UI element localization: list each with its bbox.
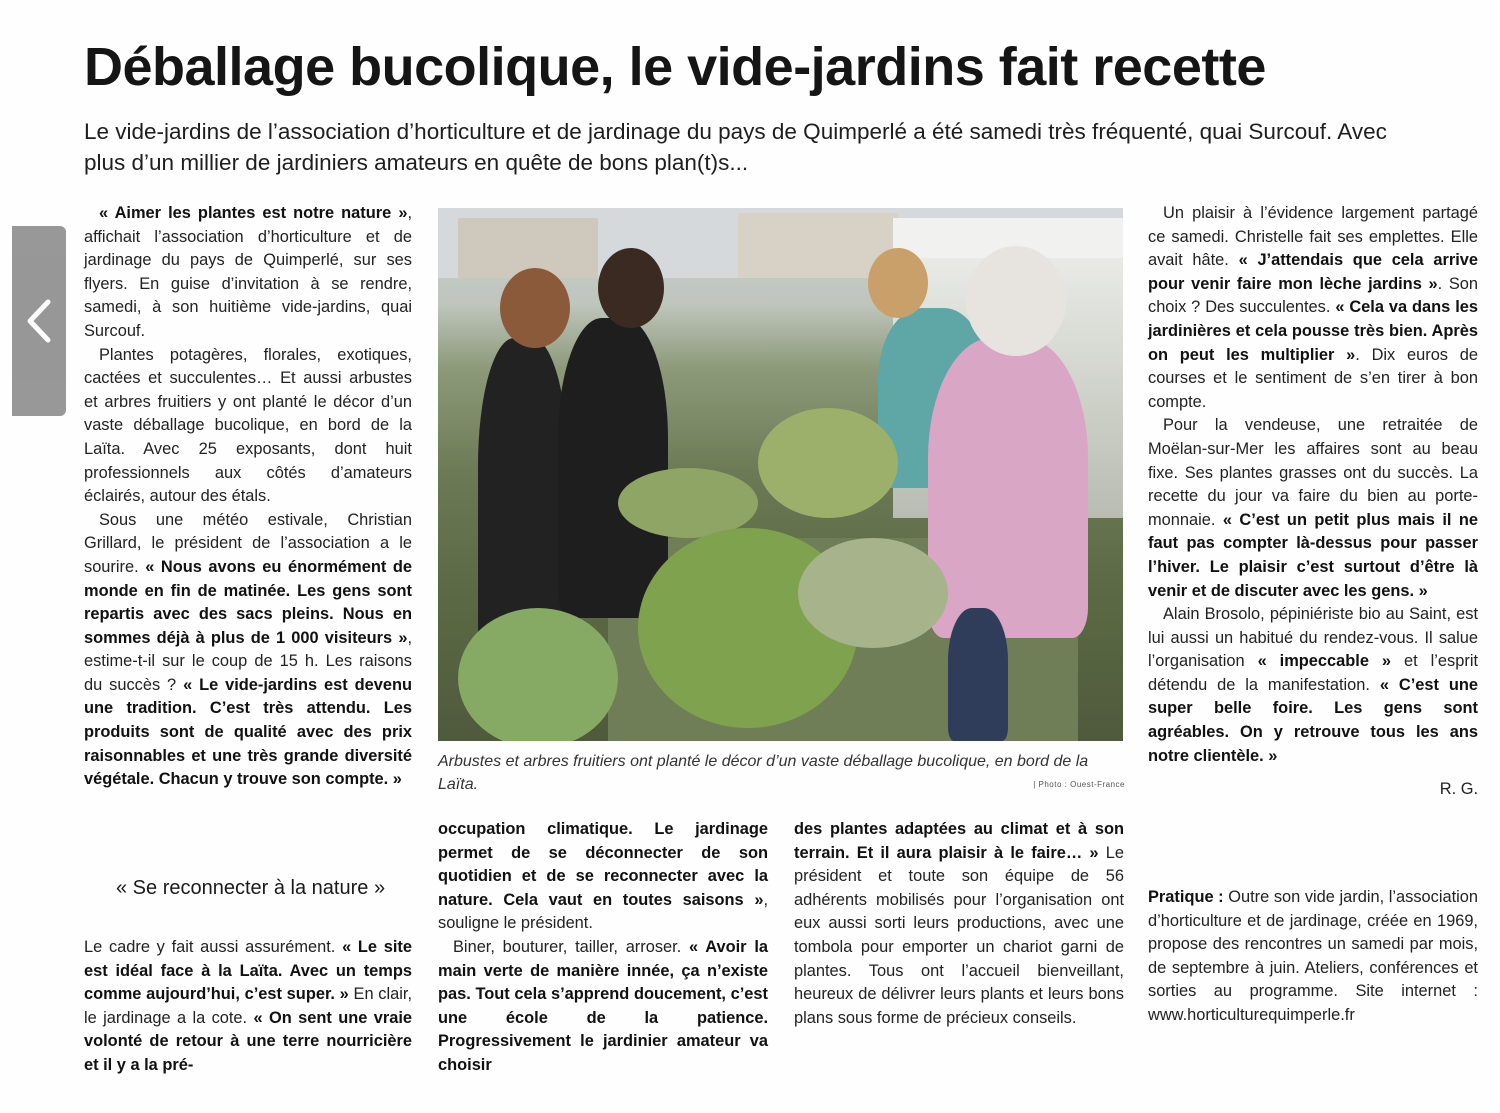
paragraph: Plantes potagères, florales, exotiques, cactées et succulentes… Et aussi arbustes et arbres fruitiers y ont planté le décor d’un vaste déballage bucolique, en bord de la Laïta. Avec 25 exposants, dont huit professionnels aux côtés d’amateurs éclairés, autour des étals. xyxy=(84,345,412,506)
paragraph: des plantes adaptées au climat et à son terrain. Et il aura plaisir à le faire… » Le président et toute son équipe de 56 adhérents mobilisés pour l’organisation ont eux aussi sorti leurs productions, avec une tombola pour emporter un chariot garni de plantes. Tous ont l’accueil bienveillant, heureux de délivrer leurs plants et leurs bons plans sous forme de précieux conseils. xyxy=(794,820,1124,1027)
chevron-left-icon xyxy=(24,298,54,344)
column-3 xyxy=(794,818,1124,1030)
column-4 xyxy=(1148,202,1478,802)
paragraph: Sous une météo estivale, Christian Grillard, le président de l’association a le sourire. « Nous avons eu énormément de monde en fin de matinée. Les gens sont repartis avec des sacs pleins. Nous en sommes déjà à plus de 1 000 visiteurs », estime-t-il sur le coup de 15 h. Les raisons du succès ? « Le vide-jardins est devenu une tradition. C’est très attendu. Les produits sont de qualité avec des prix raisonnables et une très grande diversité végétale. Chacun y trouve son compte. » xyxy=(84,510,412,789)
photo-credit: | Photo : Ouest-France xyxy=(1033,780,1125,789)
back-tab[interactable] xyxy=(12,226,66,416)
article-standfirst: Le vide-jardins de l’association d’horticulture et de jardinage du pays de Quimperlé a été samedi très fréquenté, quai Surcouf. Avec plus d’un millier de jardiniers amateurs en quête de bons plan(t)s... xyxy=(84,119,1387,175)
paragraph: Alain Brosolo, pépiniériste bio au Saint, est lui aussi un habitué du rendez-vous. Il salue l’organisation « impeccable » et l’esprit détendu de la manifestation. « C’est une super belle foire. Les gens sont agréables. On y retrouve tous les ans notre clientèle. » xyxy=(1148,605,1479,765)
article-photo xyxy=(438,208,1123,741)
paragraph: occupation climatique. Le jardinage permet de se déconnecter de son quotidien et de se reconnecter avec la nature. Cela vaut en toutes saisons », souligne le président. xyxy=(438,820,768,933)
article-subhead: « Se reconnecter à la nature » xyxy=(116,877,386,899)
article-headline: Déballage bucolique, le vide-jardins fait recette xyxy=(84,37,1266,97)
column-1-continued xyxy=(84,936,412,1078)
paragraph: Pratique : Outre son vide jardin, l’association d’horticulture et de jardinage, créée en 1969, propose des rencontres un samedi par mois, de septembre à juin. Ateliers, conférences et sorties au programme. Site internet : www.horticulturequimperle.fr xyxy=(1148,888,1479,1024)
column-1 xyxy=(84,202,412,792)
paragraph: Biner, bouturer, tailler, arroser. « Avoir la main verte de manière innée, ça n’existe pas. Tout cela s’apprend doucement, c’est une école de la patience. Progressivement le jardinier amateur va choisir xyxy=(438,937,768,1074)
column-2 xyxy=(438,818,768,1078)
author-signature: R. G. xyxy=(1439,780,1478,799)
pratique-box xyxy=(1148,886,1478,1028)
paragraph: Pour la vendeuse, une retraitée de Moëlan-sur-Mer les affaires sont au beau fixe. Ses plantes grasses ont du succès. La recette du jour va faire du bien au porte-monnaie. « C’est un petit plus mais il ne faut pas compter là-dessus pour passer l’hiver. Le plaisir c’est surtout d’être là venir et de discuter avec les gens. » xyxy=(1148,416,1479,600)
photo-caption: Arbustes et arbres fruitiers ont planté le décor d’un vaste déballage bucolique, en bord de la Laïta. xyxy=(438,753,1089,793)
paragraph: « Aimer les plantes est notre nature », affichait l’association d’horticulture et de jardinage du pays de Quimperlé, sur ses flyers. En guise d’invitation à se rendre, samedi, à son huitième vide-jardins, quai Surcouf. xyxy=(84,204,412,340)
paragraph: Le cadre y fait aussi assurément. « Le site est idéal face à la Laïta. Avec un temps comme aujourd’hui, c’est super. » En clair, le jardinage a la cote. « On sent une vraie volonté de retour à une terre nourricière et il y a la pré- xyxy=(84,938,412,1074)
paragraph: Un plaisir à l’évidence largement partagé ce samedi. Christelle fait ses emplettes. Elle avait hâte. « J’attendais que cela arrive pour venir faire mon lèche jardins ». Son choix ? Des succulentes. « Cela va dans les jardinières et cela pousse très bien. Après on peut les multiplier ». Dix euros de courses et le sentiment de s’en tirer à bon compte. xyxy=(1148,204,1478,411)
